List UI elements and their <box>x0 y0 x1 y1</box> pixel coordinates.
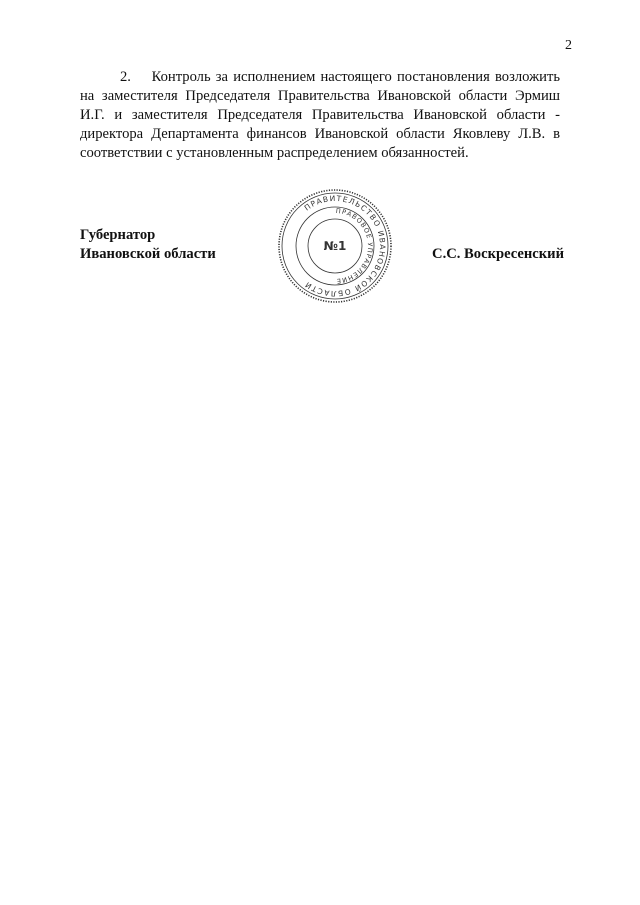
official-seal <box>275 186 395 306</box>
control-paragraph: 2. Контроль за исполнением настоящего постановления возложить на заместителя Председателя Правительства Ивановской области Эрмиш И.Г. и заместителя Председателя Правительства Ивановской области - директора Департамента финансов Ивановской области Яковлеву Л.В. в соответствии с установленным распределением обязанностей. <box>80 69 560 161</box>
seal-number: №1 <box>323 239 347 253</box>
signatory-name: С.С. Воскресенский <box>432 246 564 262</box>
seal-inner-text: ПРАВОВОЕ УПРАВЛЕНИЕ <box>335 206 375 286</box>
seal-ring-text: ПРАВИТЕЛЬСТВО ИВАНОВСКОЙ ОБЛАСТИ <box>302 193 388 299</box>
page-number: 2 <box>565 38 572 53</box>
position-line-1: Губернатор <box>80 227 156 243</box>
position-line-2: Ивановской области <box>80 246 216 262</box>
signatory-position <box>80 226 216 264</box>
